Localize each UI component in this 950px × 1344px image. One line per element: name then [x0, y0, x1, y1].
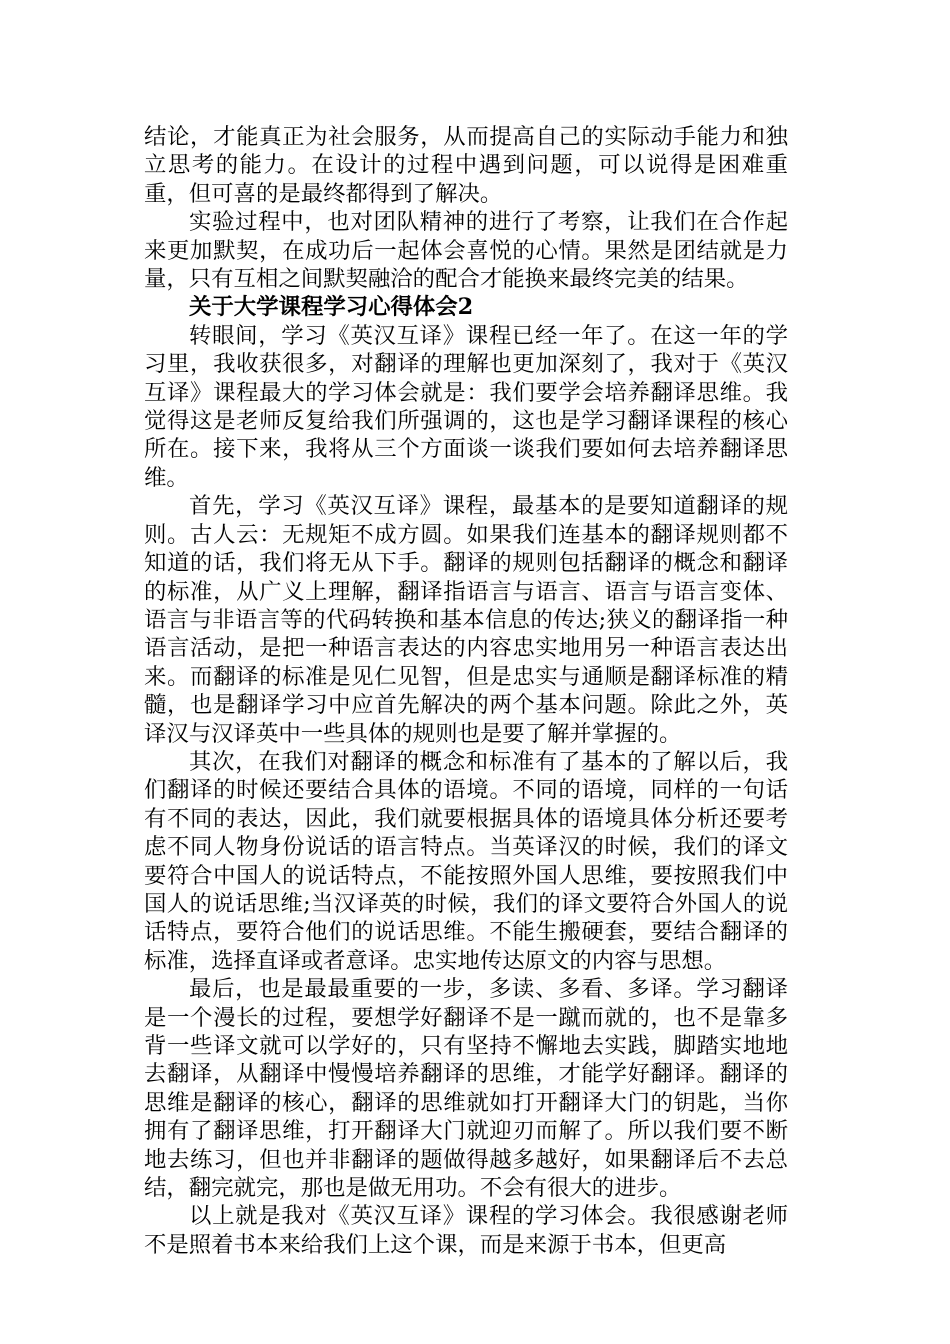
paragraph-second-point: 其次，在我们对翻译的概念和标准有了基本的了解以后，我们翻译的时候还要结合具体的语境。不同的语境，同样的一句话有不同的表达，因此，我们就要根据具体的语境具体分析还要考虑不同人物身份说话的语言特点。当英译汉的时候，我们的译文要符合中国人的说话特点，不能按照外国人思维，要按照我们中国人的说话思维;当汉译英的时候，我们的译文要符合外国人的说话特点，要符合他们的说话思维。不能生搬硬套，要结合翻译的标准，选择直译或者意译。忠实地传达原文的内容与思想。	[144, 748, 788, 974]
paragraph-intro: 转眼间，学习《英汉互译》课程已经一年了。在这一年的学习里，我收获很多，对翻译的理解也更加深刻了，我对于《英汉互译》课程最大的学习体会就是：我们要学会培养翻译思维。我觉得这是老师反复给我们所强调的，这也是学习翻译课程的核心所在。接下来，我将从三个方面谈一谈我们要如何去培养翻译思维。	[144, 322, 788, 491]
paragraph-teamwork: 实验过程中，也对团队精神的进行了考察，让我们在合作起来更加默契，在成功后一起体会喜悦的心情。果然是团结就是力量，只有互相之间默契融洽的配合才能换来最终完美的结果。	[144, 209, 788, 293]
paragraph-first-point: 首先，学习《英汉互译》课程，最基本的是要知道翻译的规则。古人云：无规矩不成方圆。如果我们连基本的翻译规则都不知道的话，我们将无从下手。翻译的规则包括翻译的概念和翻译的标准，从广义上理解，翻译指语言与语言、语言与语言变体、语言与非语言等的代码转换和基本信息的传达;狭义的翻译指一种语言活动，是把一种语言表达的内容忠实地用另一种语言表达出来。而翻译的标准是见仁见智，但是忠实与通顺是翻译标准的精髓，也是翻译学习中应首先解决的两个基本问题。除此之外，英译汉与汉译英中一些具体的规则也是要了解并掌握的。	[144, 493, 788, 747]
paragraph-third-point: 最后，也是最最重要的一步，多读、多看、多译。学习翻译是一个漫长的过程，要想学好翻译不是一蹴而就的，也不是靠多背一些译文就可以学好的，只有坚持不懈地去实践，脚踏实地地去翻译，从翻译中慢慢培养翻译的思维，才能学好翻译。翻译的思维是翻译的核心，翻译的思维就如打开翻译大门的钥匙，当你拥有了翻译思维，打开翻译大门就迎刃而解了。所以我们要不断地去练习，但也并非翻译的题做得越多越好，如果翻译后不去总结，翻完就完，那也是做无用功。不会有很大的进步。	[144, 976, 788, 1202]
document-body	[144, 123, 788, 1259]
paragraph-conclusion: 结论，才能真正为社会服务，从而提高自己的实际动手能力和独立思考的能力。在设计的过程中遇到问题，可以说得是困难重重，但可喜的是最终都得到了解决。	[144, 124, 788, 207]
section-title: 关于大学课程学习心得体会2	[189, 294, 474, 321]
paragraph-closing: 以上就是我对《英汉互译》课程的学习体会。我很感谢老师不是照着书本来给我们上这个课，而是来源于书本，但更高	[144, 1203, 788, 1258]
